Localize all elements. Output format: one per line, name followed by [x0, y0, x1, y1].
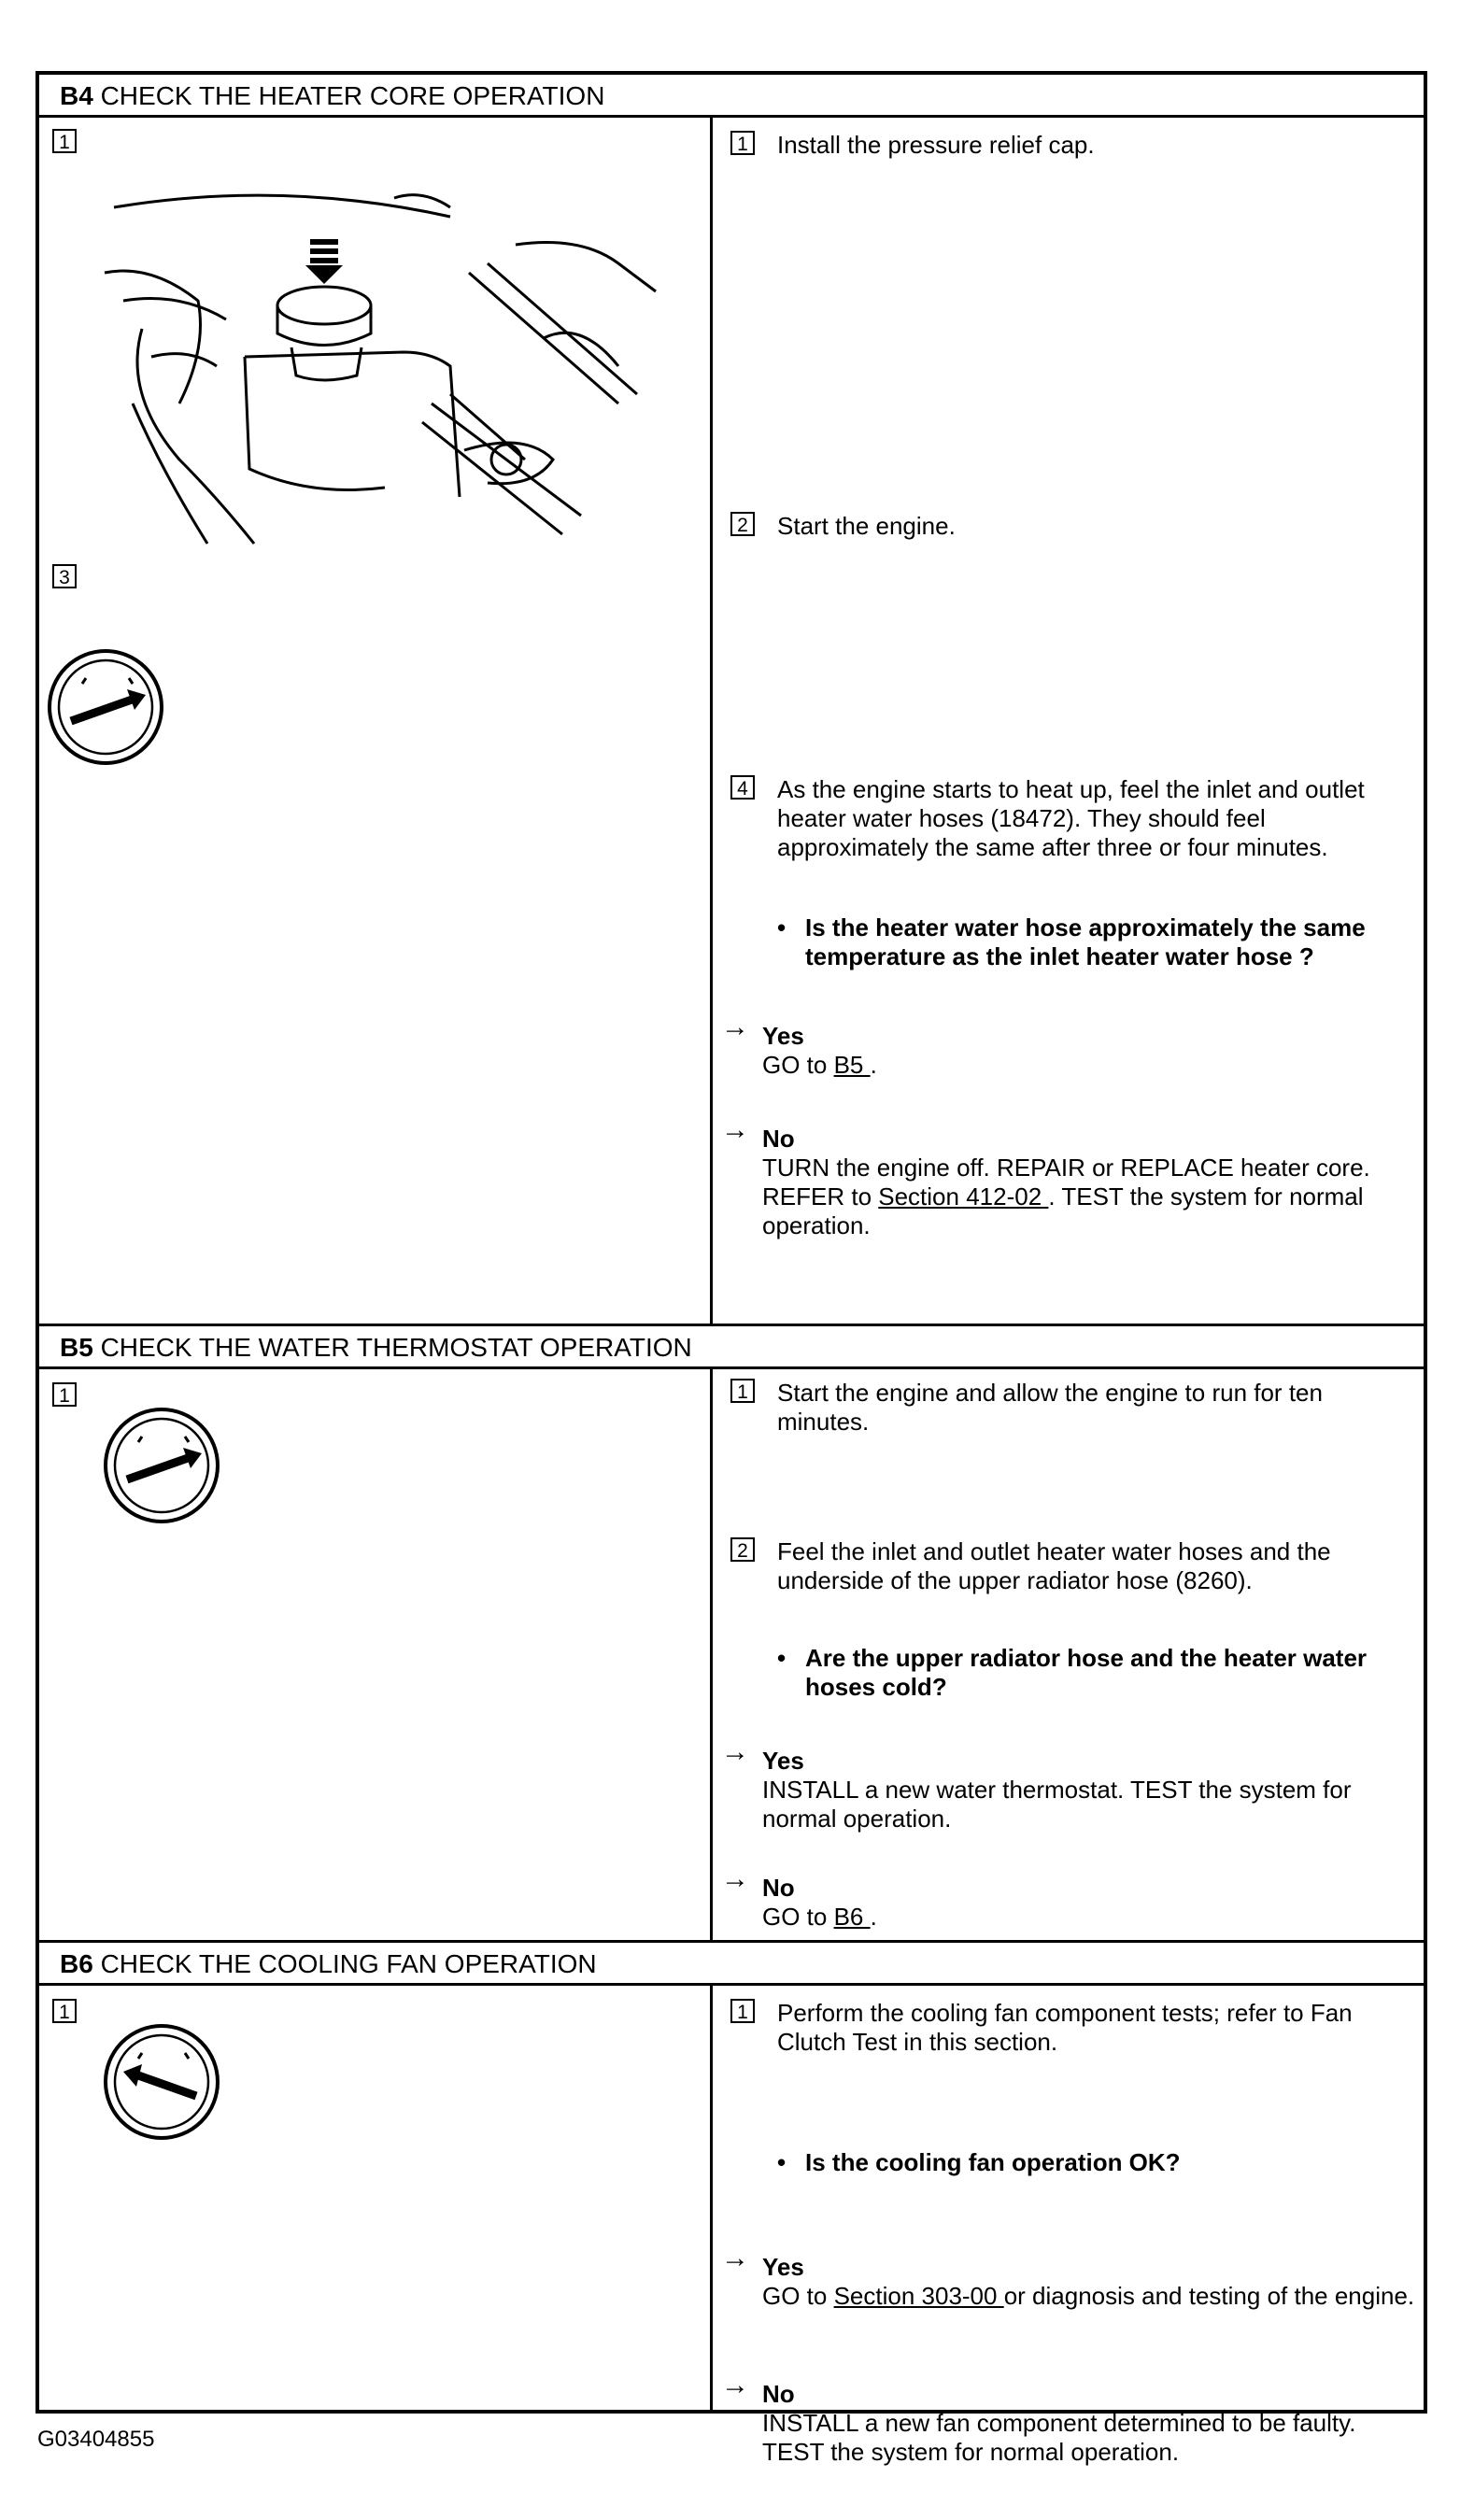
step-b4-1: 1 Install the pressure relief cap. [730, 131, 755, 160]
answer-no-b5: → No GO to B6 . [721, 1863, 877, 1931]
step-b5-1: 1 Start the engine and allow the engine to run for ten minutes. [730, 1379, 755, 1408]
answer-yes-b4: → Yes GO to B5 . [721, 1012, 877, 1079]
section-id: B4 [60, 81, 93, 110]
step-b6-1: 1 Perform the cooling fan component tests; refer to Fan Clutch Test in this section. [730, 1999, 755, 2028]
link-section-412-02[interactable]: Section 412-02 [878, 1182, 1049, 1210]
link-section-303-00[interactable]: Section 303-00 [833, 2282, 1004, 2310]
section-header-b4 [39, 75, 1424, 118]
answer-no-b4: → No TURN the engine off. REPAIR or REPLACE heater core. REFER to Section 412-02 . TEST the system for normal operation. [721, 1114, 1370, 1239]
section-header-b6: B6 CHECK THE COOLING FAN OPERATION [39, 1943, 1424, 1986]
temperature-gauge-icon [101, 1405, 222, 1526]
section-title: CHECK THE HEATER CORE OPERATION [100, 81, 605, 110]
column-divider [710, 1986, 713, 2414]
left-step-marker: 1 [52, 1999, 77, 2023]
temperature-gauge-icon [101, 2021, 222, 2143]
question-b5: • Are the upper radiator hose and the heater water hoses cold? [777, 1644, 1368, 1701]
link-b6[interactable]: B6 [833, 1903, 871, 1931]
figure-id: G03404855 [37, 2427, 155, 2452]
left-step-marker: 1 [52, 1382, 77, 1407]
link-b5[interactable]: B5 [833, 1051, 871, 1079]
column-divider [710, 118, 713, 1326]
step-b5-2: 2 Feel the inlet and outlet heater water hoses and the underside of the upper radiator hose (8260). [730, 1537, 755, 1566]
temperature-gauge-icon [45, 646, 166, 768]
step-b4-2: 2 Start the engine. [730, 512, 755, 541]
left-step-marker: 3 [52, 564, 77, 588]
pressure-relief-cap-illustration [95, 161, 674, 553]
answer-yes-b6: → Yes GO to Section 303-00 or diagnosis and testing of the engine. [721, 2243, 1415, 2310]
question-b6: • Is the cooling fan operation OK? [777, 2148, 1181, 2176]
section-header-b5: B5 CHECK THE WATER THERMOSTAT OPERATION [39, 1326, 1424, 1369]
answer-yes-b5: → Yes INSTALL a new water thermostat. TEST the system for normal operation. [721, 1736, 1352, 1833]
question-b4: • Is the heater water hose approximately the same temperature as the inlet heater water hose ? [777, 913, 1366, 970]
column-divider [710, 1369, 713, 1943]
left-step-marker: 1 [52, 129, 77, 153]
step-b4-4: 4 As the engine starts to heat up, feel the inlet and outlet heater water hoses (18472). They should feel approximately the same after three or four minutes. [730, 775, 755, 804]
answer-no-b6: → No INSTALL a new fan component determined to be faulty. TEST the system for normal operation. [721, 2370, 1356, 2466]
